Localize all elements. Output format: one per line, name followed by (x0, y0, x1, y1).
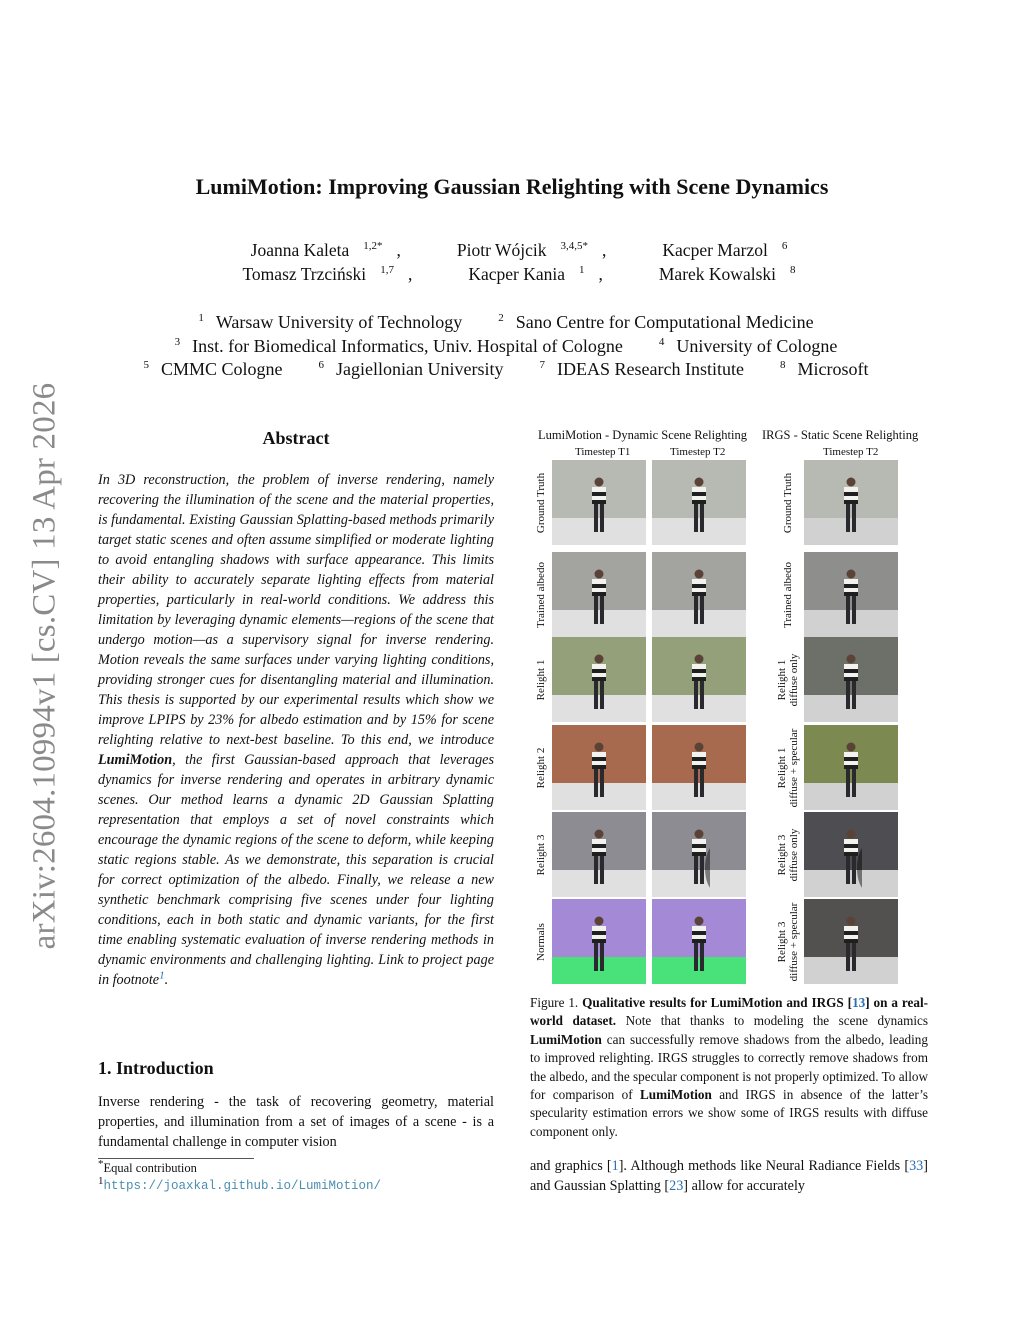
author-sup: 1,2* (363, 240, 383, 253)
affiliation-name: Microsoft (797, 359, 869, 379)
footnote-url (98, 1174, 382, 1193)
irgs-image (804, 899, 898, 984)
affiliation-name: CMMC Cologne (161, 359, 283, 379)
lumimotion-image (652, 637, 746, 722)
affiliations-line-1 (0, 312, 1024, 333)
col-label-t2-irgs: Timestep T2 (823, 446, 879, 458)
affiliation-0 (175, 336, 635, 356)
affiliation-name: Inst. for Biomedical Informatics, Univ. Hospital of Cologne (192, 336, 623, 356)
author-2 (648, 240, 787, 260)
irgs-image (804, 552, 898, 637)
person-figure (588, 476, 610, 536)
affiliation-sup: 2 (498, 312, 504, 324)
row-label-right (778, 460, 798, 545)
author-sep: , (598, 264, 603, 284)
lumimotion-image (652, 725, 746, 810)
footnote-rule (98, 1158, 254, 1159)
person-figure (688, 741, 710, 801)
row-label-text: Ground Truth (535, 472, 547, 533)
person-figure (588, 568, 610, 628)
row-label-left (531, 725, 551, 810)
row-label-text: Relight 3 (535, 834, 547, 875)
row-label-right (778, 725, 798, 810)
irgs-image (804, 725, 898, 810)
person-figure (840, 476, 862, 536)
lumimotion-image (652, 552, 746, 637)
project-link[interactable]: https://joaxkal.github.io/LumiMotion/ (103, 1179, 382, 1193)
person-figure (688, 828, 710, 888)
right-text-c: ] and Gaussian Splatting [ (530, 1158, 928, 1194)
row-label-text: Normals (535, 922, 547, 961)
row-label-left (531, 637, 551, 722)
right-text-a: and graphics [ (530, 1158, 612, 1174)
lumimotion-image (652, 460, 746, 545)
row-label-right (778, 637, 798, 722)
affiliation-1 (319, 359, 516, 379)
citation-23[interactable]: 23 (669, 1178, 684, 1194)
author-sup: 3,4,5* (560, 240, 589, 253)
col-label-t1: Timestep T1 (575, 446, 631, 458)
row-label-text: Trained albedo (782, 561, 794, 628)
affiliation-name: University of Cologne (676, 336, 838, 356)
person-figure (840, 741, 862, 801)
authors-line-1 (0, 240, 1024, 261)
abstract-text-a: In 3D reconstruction, the problem of inverse rendering, namely recovering the illumination of the scene and the material properties, is fundamental. Existing Gaussian Splatting-based methods primarily target static scenes and often assume simplified or moderate lighting to avoid entangling shadows with surface appearance. This limits their ability to accurately separate lighting effects from material properties, particularly in real-world conditions. We address this limitation by leveraging dynamic elements—regions of the scene that undergo motion—as a supervisory signal for inverse rendering. Motion reveals the same surfaces under varying lighting conditions, providing stronger cues for disentangling material and illumination. This thesis is supported by our experimental results which show we improve LPIPS by 23% for albedo estimation and by 15% for scene relighting relative to next-best baseline. To this end, we introduce (98, 472, 494, 748)
person-figure (688, 653, 710, 713)
affiliation-name: Sano Centre for Computational Medicine (515, 312, 814, 332)
person-figure (688, 568, 710, 628)
right-text-b: ]. Although methods like Neural Radiance Fields [ (618, 1158, 910, 1174)
caption-bold-d: LumiMotion (640, 1087, 712, 1103)
figure-right-header: IRGS - Static Scene Relighting (762, 428, 919, 442)
irgs-image (804, 812, 898, 897)
irgs-image (804, 637, 898, 722)
person-figure (840, 915, 862, 975)
row-label-text: Trained albedo (535, 561, 547, 628)
author-0 (237, 240, 415, 260)
row-label-right (778, 899, 798, 984)
person-figure (588, 828, 610, 888)
author-name: Piotr Wójcik (456, 240, 547, 260)
lumimotion-image (652, 899, 746, 984)
row-label-text: Relight 2 (535, 747, 547, 788)
person-figure (588, 915, 610, 975)
intro-body: Inverse rendering - the task of recovering geometry, material properties, and illumination from a set of images of a scene - is a fundamental challenge in computer vision (98, 1094, 494, 1150)
affiliation-2 (540, 359, 756, 379)
citation-33[interactable]: 33 (909, 1158, 924, 1174)
caption-prefix: Figure 1. (530, 995, 579, 1010)
caption-text-b: can successfully remove shadows from the albedo, leading to improved relighting. IRGS struggles to correctly remove shadows from the albedo, and the specular component is not properly optimized. To allow for comparison of (530, 1031, 928, 1103)
author-sup: 1 (579, 264, 585, 277)
person-figure (840, 653, 862, 713)
author-sep: , (602, 240, 607, 260)
arxiv-identifier (14, 368, 76, 964)
authors-line-2 (0, 264, 1024, 285)
paper-title: LumiMotion: Improving Gaussian Relighting with Scene Dynamics (195, 174, 829, 199)
author-sup: 8 (790, 264, 796, 277)
affiliation-name: Warsaw University of Technology (215, 312, 463, 332)
lumimotion-image (552, 899, 646, 984)
affiliation-0 (198, 312, 474, 332)
author-1 (443, 240, 620, 260)
row-label-right (778, 552, 798, 637)
affiliation-3 (780, 359, 881, 379)
author-sep: , (396, 240, 401, 260)
person-figure (688, 476, 710, 536)
affiliation-1 (659, 336, 849, 356)
intro-heading: 1. Introduction (98, 1058, 214, 1078)
row-label-right (778, 812, 798, 897)
col-label-t2: Timestep T2 (670, 446, 726, 458)
person-figure (588, 653, 610, 713)
figure-caption (530, 994, 928, 1141)
affiliation-sup: 6 (318, 359, 325, 371)
footnote-equal-text: Equal contribution (103, 1161, 197, 1175)
footnote-equal (98, 1157, 197, 1176)
affiliation-sup: 5 (143, 359, 150, 371)
figure-1 (526, 422, 928, 990)
author-sep: , (407, 264, 413, 284)
author-name: Marek Kowalski (658, 264, 777, 284)
lumimotion-image (552, 725, 646, 810)
author-name: Kacper Marzol (662, 240, 768, 260)
affiliation-sup: 7 (539, 359, 546, 371)
row-label-left (531, 552, 551, 637)
arxiv-id-text: arXiv:2604.10994v1 [cs.CV] 13 Apr 2026 (26, 382, 63, 950)
row-label-left (531, 812, 551, 897)
row-label-left (531, 899, 551, 984)
irgs-image (804, 460, 898, 545)
row-label-left (531, 460, 551, 545)
row-label-text: Relight 1 diffuse only (776, 653, 800, 706)
abstract-method-name: LumiMotion (98, 752, 173, 768)
caption-bold-c: LumiMotion (530, 1031, 602, 1047)
person-figure (588, 741, 610, 801)
author-name: Tomasz Trzciński (242, 264, 367, 284)
figure-left-header: LumiMotion - Dynamic Scene Relighting (538, 428, 747, 442)
affiliation-name: Jagiellonian University (336, 359, 504, 379)
person-figure (840, 568, 862, 628)
lumimotion-image (652, 812, 746, 897)
row-label-text: Relight 3 diffuse only (776, 828, 800, 881)
affiliation-1 (498, 312, 825, 332)
row-label-text: Relight 1 (535, 659, 547, 700)
person-figure (840, 828, 862, 888)
row-label-text: Relight 3 diffuse + specular (776, 902, 800, 981)
row-label-text: Relight 1 diffuse + specular (776, 728, 800, 807)
right-text-d: ] allow for accurately (683, 1178, 806, 1194)
footnote-equal-mark: * (98, 1157, 104, 1170)
affiliation-0 (144, 359, 295, 379)
caption-text-a: Note that thanks to modeling the scene dynamics (616, 1013, 928, 1029)
caption-citation[interactable]: 13 (852, 995, 866, 1010)
abstract-heading: Abstract (262, 428, 330, 448)
affiliation-name: IDEAS Research Institute (557, 359, 744, 379)
author-name: Kacper Kania (468, 264, 565, 284)
affiliation-sup: 1 (198, 312, 204, 324)
author-sup: 6 (781, 240, 788, 253)
author-sup: 1,7 (380, 264, 394, 277)
abstract-text-b: , the first Gaussian-based approach that leverages dynamics for inverse rendering and operates in arbitrary dynamic scenes. Our method learns a dynamic 2D Gaussian Splatting representation that employs a set of novel constraints which encourage the dynamic regions of the scene to deform, while keeping static regions stable. As we demonstrate, this separation is crucial for correct optimization of the albedo. Finally, we release a new synthetic benchmark comprising five scenes under four lighting conditions, each in both static and dynamic variants, for the first time enabling systematic evaluation of inverse rendering methods in dynamic environments and challenging lighting. Link to project page in footnote (98, 752, 494, 988)
citation-1[interactable]: 1 (611, 1158, 619, 1174)
caption-bold-b: ] on a real-world dataset. (530, 995, 929, 1029)
right-column-text (530, 1156, 928, 1196)
author-2 (645, 264, 796, 284)
affiliations-line-2 (0, 336, 1024, 357)
author-name: Joanna Kaleta (250, 240, 350, 260)
lumimotion-image (552, 637, 646, 722)
row-label-text: Ground Truth (782, 472, 794, 533)
caption-bold-a: Qualitative results for LumiMotion and IRGS [ (582, 995, 853, 1010)
abstract-body (98, 470, 494, 990)
affiliation-sup: 4 (658, 336, 665, 348)
affiliation-sup: 3 (174, 336, 181, 348)
abstract-end: . (164, 972, 169, 988)
author-0 (228, 264, 426, 284)
author-1 (454, 264, 617, 284)
caption-text-c: and IRGS in absence of the latter’s specularity estimation errors we show some of IRGS results with diffuse component only. (530, 1087, 928, 1139)
person-figure (688, 915, 710, 975)
lumimotion-image (552, 460, 646, 545)
affiliations-line-3 (0, 359, 1024, 380)
footnote-url-mark: 1 (98, 1174, 104, 1187)
affiliation-sup: 8 (779, 359, 786, 371)
lumimotion-image (552, 552, 646, 637)
lumimotion-image (552, 812, 646, 897)
abstract-footnote-mark[interactable]: 1 (159, 969, 165, 982)
